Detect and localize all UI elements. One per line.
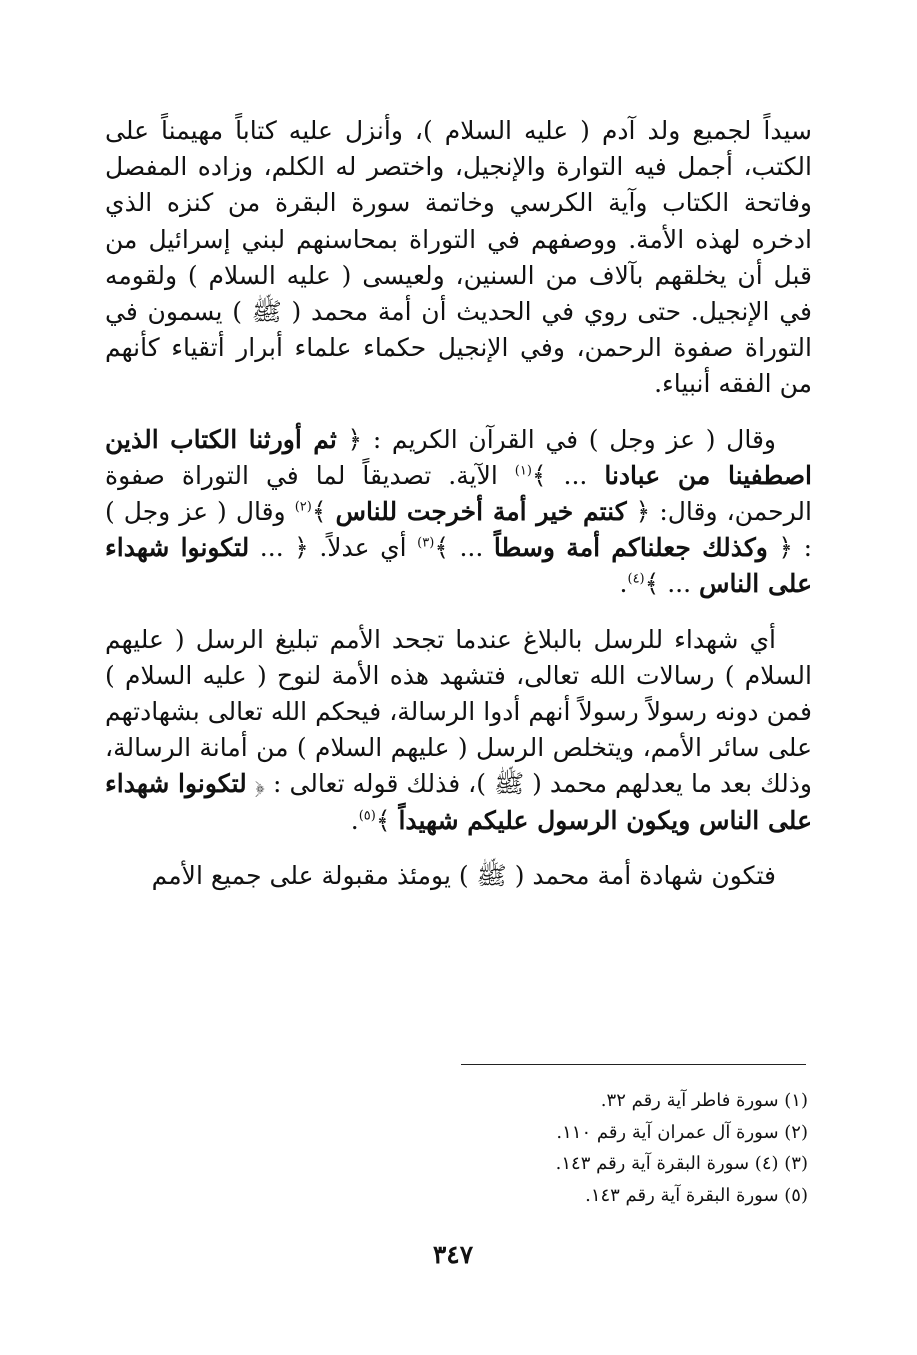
paragraph-text: فتكون شهادة أمة محمد ( ﷺ ) يومئذ مقبولة على جميع الأمم: [151, 860, 776, 890]
paragraph-final: [105, 858, 812, 894]
quran-verse: وكذلك جعلناكم أمة وسطاً: [493, 533, 768, 563]
paragraph-text: وقال ( عز وجل ) : ﴿: [105, 497, 812, 563]
paragraph-text: أي شهداء للرسل بالبلاغ عندما تجحد الأمم تبليغ الرسل ( عليهم السلام ) رسالات الله تعالى، فتشهد هذه الأمة لنوح ( عليه السلام ) فمن دونه رسولاً رسولاً أنهم أدوا الرسالة، فيحكم الله تعالى بشهادتهم على سائر الأمم، ويتخلص الرسل ( عليهم السلام ) من أمانة الرسالة، وذلك بعد ما يعدلهم محمد ( ﷺ )، فذلك قوله تعالى : ﴿: [105, 624, 812, 799]
quran-verse: ثم أورثنا الكتاب الذين اصطفينا من عبادنا: [105, 424, 813, 490]
quran-verse: لتكونوا شهداء على الناس: [105, 533, 812, 599]
verse-close: ﴾: [375, 805, 399, 835]
verse-close: ... ﴾: [644, 569, 700, 599]
footnote-item: (٥) سورة البقرة آية رقم ١٤٣.: [585, 1184, 808, 1206]
footnote-ref: (٤): [627, 572, 645, 588]
footnote-ref: (٣): [417, 535, 435, 551]
footnote-ref: (٥): [358, 808, 376, 824]
footnote-ref: (٢): [294, 499, 312, 515]
quran-verse: كنتم خير أمة أخرجت للناس: [335, 497, 627, 527]
quran-verse: لتكونوا شهداء على الناس ويكون الرسول عليكم شهيداً: [105, 769, 812, 835]
footnotes: [445, 1085, 808, 1211]
footnote-item: (١) سورة فاطر آية رقم ٣٢.: [600, 1090, 808, 1111]
verse-close: ... ﴾: [434, 533, 494, 563]
verse-close: ﴾: [311, 497, 336, 527]
paragraph-text: سيداً لجميع ولد آدم ( عليه السلام )، وأنزل عليه كتاباً مهيمناً على الكتب، أجمل فيه التوارة والإنجيل، واختصر له الكلم، وزاده المفصل وفاتحة الكتاب وآية الكرسي وخاتمة سورة البقرة من كنزه الذي ادخره لهذه الأمة. ووصفهم في التوراة بمحاسنهم لبني إسرائيل من قبل أن يخلقهم بآلاف من السنين، ولعيسى ( عليه السلام ) ولقومه في الإنجيل. حتى روي في الحديث أن أمة محمد ( ﷺ ) يسمون في التوراة صفوة الرحمن، وفي الإنجيل حكماء علماء أبرار أتقياء كأنهم من الفقه أنبياء.: [105, 116, 812, 399]
paragraph-text: أي عدلاً. ﴿ ...: [249, 533, 418, 563]
footnote-item: (٣) (٤) سورة البقرة آية رقم ١٤٣.: [555, 1153, 808, 1174]
main-text: [105, 113, 812, 894]
paragraph-text: الآية. تصديقاً لما في التوراة صفوة الرحمن، وقال: ﴿: [105, 460, 812, 527]
page-number: ٣٤٧: [432, 1240, 474, 1269]
paragraph-intro: [105, 113, 812, 403]
footnote-divider: [461, 1064, 806, 1065]
paragraph-witnesses: [105, 622, 812, 839]
footnote-ref: (١): [514, 463, 532, 479]
paragraph-text: وقال ( عز وجل ) في القرآن الكريم : ﴿: [336, 424, 776, 454]
verse-close: ... ﴾: [531, 460, 605, 490]
paragraph-end: .: [619, 569, 628, 599]
paragraph-end: .: [350, 805, 359, 835]
paragraph-quran-verses: [105, 422, 812, 603]
footnote-item: (٢) سورة آل عمران آية رقم ١١٠.: [556, 1121, 808, 1143]
